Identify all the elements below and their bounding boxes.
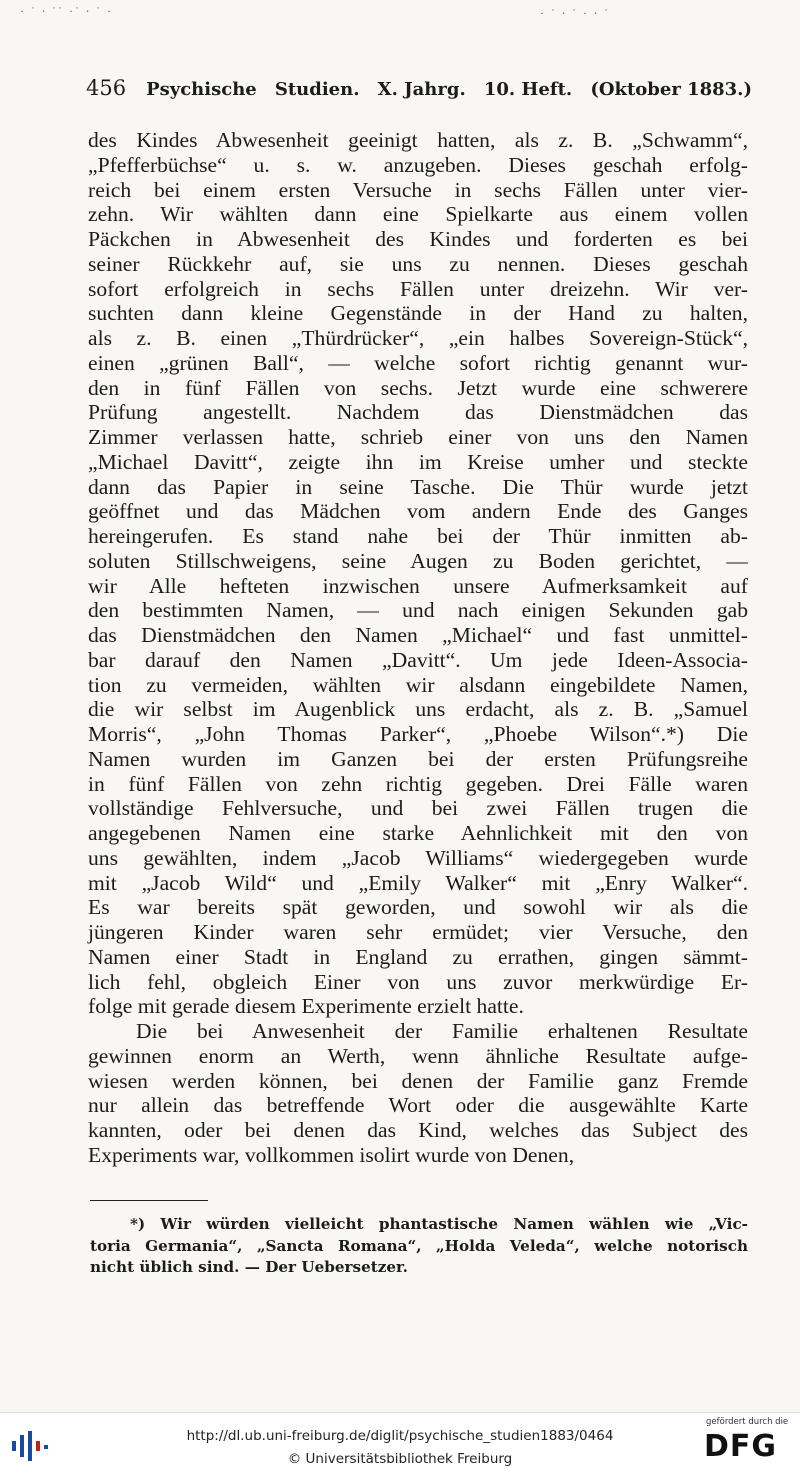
- text-line: nur allein das betreffende Wort oder die ausgewählte Karte: [88, 1093, 748, 1118]
- text-line: Namen wurden im Ganzen bei der ersten Prüfungsreihe: [88, 746, 748, 771]
- running-header: [86, 76, 752, 100]
- scan-noise: · ˙ ∙ ˙˙ ·˙ ∙ ˙ ·: [20, 4, 113, 18]
- text-line: den bestimmten Namen, — und nach einigen Sekunden gab: [88, 598, 748, 623]
- text-line: wir Alle hefteten inzwischen unsere Aufmerksamkeit auf: [88, 573, 748, 598]
- text-line: mit „Jacob Wild“ und „Emily Walker“ mit „Enry Walker“.: [88, 870, 748, 895]
- dfg-logo: [704, 1417, 794, 1469]
- text-line: soluten Stillschweigens, seine Augen zu Boden gerichtet, —: [88, 548, 748, 573]
- text-line: lich fehl, obgleich Einer von uns zuvor merkwürdige Er-: [88, 969, 748, 994]
- header-journal2: Studien.: [274, 79, 360, 100]
- text-line: angegebenen Namen eine starke Aehnlichkeit mit den von: [88, 821, 748, 845]
- text-line: folge mit gerade diesem Experimente erzielt hatte.: [88, 994, 524, 1019]
- footnote-line: *) Wir würden vielleicht phantastische Namen wählen wie „Vic-: [130, 1215, 748, 1233]
- text-line: kannten, oder bei denen das Kind, welches das Subject des: [88, 1118, 748, 1142]
- header-volume: X. Jahrg.: [377, 79, 466, 100]
- text-line: Zimmer verlassen hatte, schrieb einer von uns den Namen: [88, 425, 748, 449]
- dfg-wordmark: DFG: [704, 1429, 778, 1464]
- text-line: hereingerufen. Es stand nahe bei der Thür inmitten ab-: [88, 524, 748, 548]
- text-line: die wir selbst im Augenblick uns erdacht, als z. B. „Samuel: [88, 697, 748, 722]
- footnote-line: toria Germania“, „Sancta Romana“, „Holda Veleda“, welche notorisch: [90, 1236, 748, 1255]
- text-line: das Dienstmädchen den Namen „Michael“ und fast unmittel-: [88, 623, 748, 647]
- text-line: wiesen werden können, bei denen der Familie ganz Fremde: [88, 1068, 748, 1093]
- text-line: bar darauf den Namen „Davitt“. Um jede Ideen-Associa-: [88, 647, 748, 672]
- text-line: gewinnen enorm an Werth, wenn ähnliche Resultate aufge-: [88, 1043, 748, 1068]
- footnote-line: nicht üblich sind. — Der Uebersetzer.: [90, 1258, 408, 1276]
- text-line: jüngeren Kinder waren sehr ermüdet; vier Versuche, den: [88, 920, 748, 944]
- text-line: Morris“, „John Thomas Parker“, „Phoebe Wilson“.*) Die: [88, 722, 748, 746]
- text-line: in fünf Fällen von zehn richtig gegeben. Drei Fälle waren: [88, 771, 748, 796]
- header-date: (Oktober 1883.): [590, 79, 752, 100]
- text-line: Die bei Anwesenheit der Familie erhaltenen Resultate: [136, 1019, 748, 1043]
- text-line: uns gewählten, indem „Jacob Williams“ wiedergegeben wurde: [88, 845, 748, 870]
- viewer-footer: [0, 1412, 800, 1473]
- text-line: des Kindes Abwesenheit geeinigt hatten, als z. B. „Schwamm“,: [88, 128, 748, 152]
- footnote-rule: [90, 1200, 208, 1201]
- text-line: den in fünf Fällen von sechs. Jetzt wurde eine schwerere: [88, 375, 748, 400]
- dfg-caption: gefördert durch die: [706, 1417, 789, 1427]
- text-line: suchten dann kleine Gegenstände in der Hand zu halten,: [88, 301, 748, 326]
- document-url[interactable]: http://dl.ub.uni-freiburg.de/diglit/psychische_studien1883/0464: [186, 1428, 614, 1444]
- text-line: als z. B. einen „Thürdrücker“, „ein halbes Sovereign-Stück“,: [88, 326, 748, 350]
- text-line: Experiments war, vollkommen isolirt wurde von Denen,: [88, 1142, 575, 1167]
- text-line: sofort erfolgreich in sechs Fällen unter dreizehn. Wir ver-: [88, 276, 748, 301]
- text-line: Päckchen in Abwesenheit des Kindes und forderten es bei: [88, 227, 748, 251]
- text-line: seiner Rückkehr auf, sie uns zu nennen. Dieses geschah: [88, 251, 748, 276]
- text-line: Es war bereits spät geworden, und sowohl wir als die: [88, 895, 748, 920]
- copyright-notice: © Universitätsbibliothek Freiburg: [287, 1451, 513, 1467]
- text-line: geöffnet und das Mädchen vom andern Ende des Ganges: [88, 499, 748, 524]
- text-line: „Pfefferbüchse“ u. s. w. anzugeben. Dieses geschah erfolg-: [88, 152, 748, 177]
- text-line: zehn. Wir wählten dann eine Spielkarte aus einem vollen: [88, 202, 748, 227]
- text-line: „Michael Davitt“, zeigte ihn im Kreise umher und steckte: [88, 449, 748, 474]
- text-line: tion zu vermeiden, wählten wir alsdann eingebildete Namen,: [88, 672, 748, 697]
- text-line: reich bei einem ersten Versuche in sechs Fällen unter vier-: [88, 177, 748, 202]
- footnote: [90, 1214, 748, 1279]
- text-line: vollständige Fehlversuche, und bei zwei Fällen trugen die: [88, 796, 748, 821]
- header-issue: 10. Heft.: [483, 79, 573, 100]
- text-line: einen „grünen Ball“, — welche sofort richtig genannt wur-: [88, 350, 748, 375]
- header-title: [146, 79, 752, 100]
- text-line: dann das Papier in seine Tasche. Die Thür wurde jetzt: [88, 474, 748, 499]
- header-journal: Psychische: [146, 79, 257, 100]
- body-text: [88, 128, 748, 1168]
- page-number: 456: [86, 76, 127, 100]
- scan-noise: · ˙ ∙ ˙ · ∙ ˙: [540, 6, 610, 20]
- text-line: Prüfung angestellt. Nachdem das Dienstmädchen das: [88, 400, 748, 425]
- text-line: Namen einer Stadt in England zu errathen, gingen sämmt-: [88, 944, 748, 969]
